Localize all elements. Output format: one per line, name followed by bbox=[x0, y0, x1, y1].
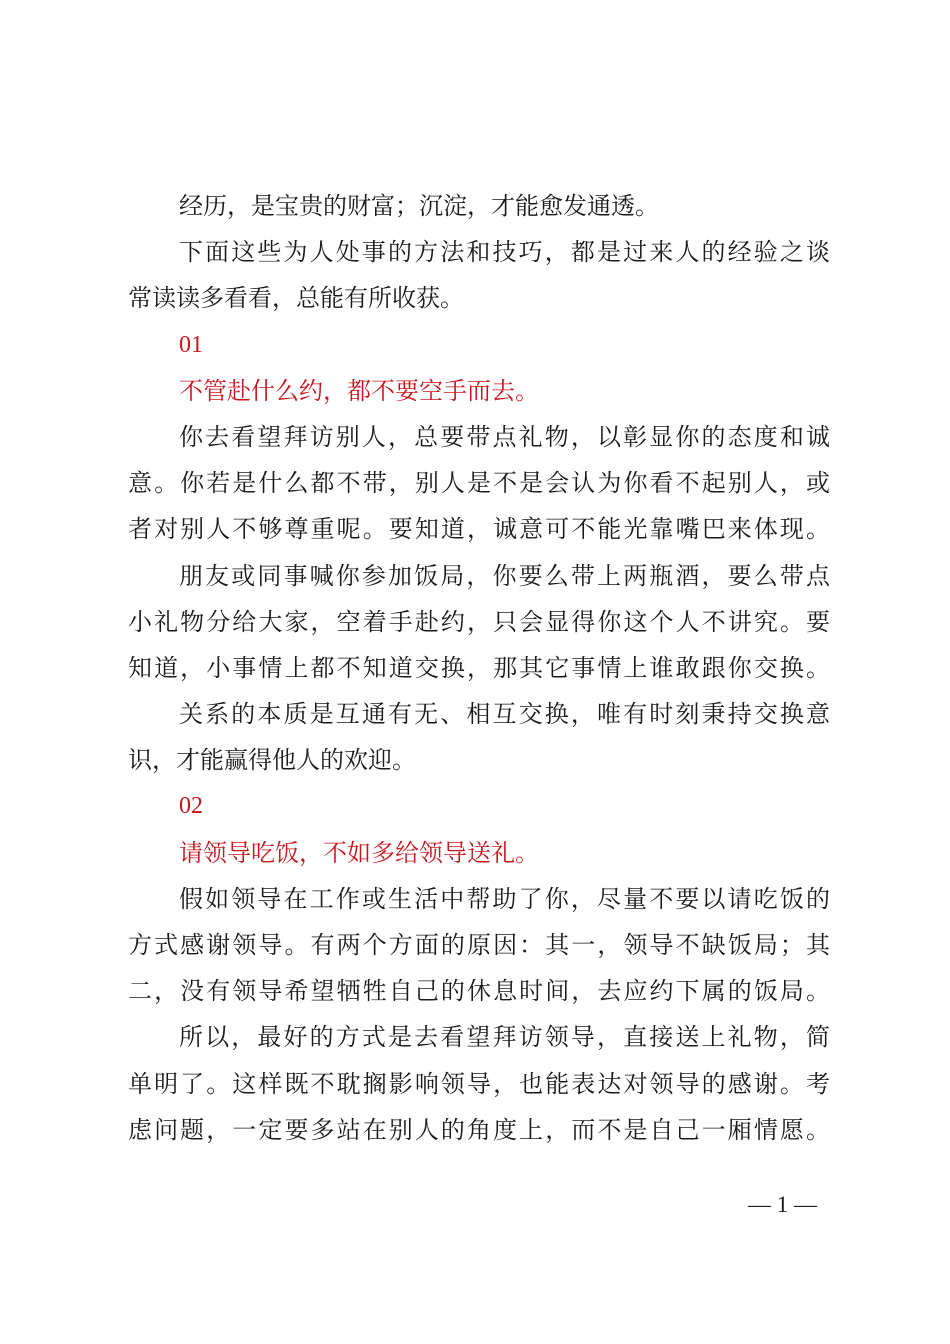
body-paragraph-line: 朋友或同事喊你参加饭局，你要么带上两瓶酒，要么带点 bbox=[179, 561, 830, 590]
section-heading: 不管赴什么约，都不要空手而去。 bbox=[179, 376, 539, 405]
body-paragraph-line: 所以，最好的方式是去看望拜访领导，直接送上礼物，简 bbox=[179, 1023, 830, 1052]
page-number: — 1 — bbox=[748, 1192, 817, 1217]
body-paragraph-line: 单明了。这样既不耽搁影响领导，也能表达对领导的感谢。考 bbox=[128, 1069, 830, 1098]
body-paragraph-line: 常读读多看看，总能有所收获。 bbox=[128, 284, 464, 313]
body-paragraph-line: 知道，小事情上都不知道交换，那其它事情上谁敢跟你交换。 bbox=[128, 653, 830, 682]
body-paragraph-line: 方式感谢领导。有两个方面的原因：其一，领导不缺饭局；其 bbox=[128, 931, 830, 959]
body-paragraph-line: 虑问题，一定要多站在别人的角度上，而不是自己一厢情愿。 bbox=[128, 1115, 830, 1144]
body-paragraph-line: 你去看望拜访别人，总要带点礼物，以彰显你的态度和诚 bbox=[179, 422, 830, 451]
body-paragraph-line: 意。你若是什么都不带，别人是不是会认为你看不起别人，或 bbox=[128, 469, 830, 498]
section-number: 01 bbox=[179, 331, 203, 358]
section-heading: 请领导吃饭，不如多给领导送礼。 bbox=[179, 838, 539, 867]
body-paragraph-line: 二，没有领导希望牺牲自己的休息时间，去应约下属的饭局。 bbox=[128, 977, 830, 1006]
page-number-footer bbox=[0, 1190, 950, 1220]
section-number: 02 bbox=[179, 793, 203, 820]
body-paragraph-line: 关系的本质是互通有无、相互交换，唯有时刻秉持交换意 bbox=[179, 700, 830, 729]
body-paragraph-line: 下面这些为人处事的方法和技巧，都是过来人的经验之谈 bbox=[179, 238, 830, 267]
body-paragraph-line: 者对别人不够尊重呢。要知道，诚意可不能光靠嘴巴来体现。 bbox=[128, 515, 830, 544]
document-body bbox=[128, 183, 830, 1153]
body-paragraph-line: 假如领导在工作或生活中帮助了你，尽量不要以请吃饭的 bbox=[179, 884, 830, 913]
body-paragraph-line: 小礼物分给大家，空着手赴约，只会显得你这个人不讲究。要 bbox=[128, 607, 830, 636]
body-paragraph-line: 识，才能赢得他人的欢迎。 bbox=[128, 746, 416, 775]
body-paragraph-line: 经历，是宝贵的财富；沉淀，才能愈发通透。 bbox=[179, 192, 659, 220]
